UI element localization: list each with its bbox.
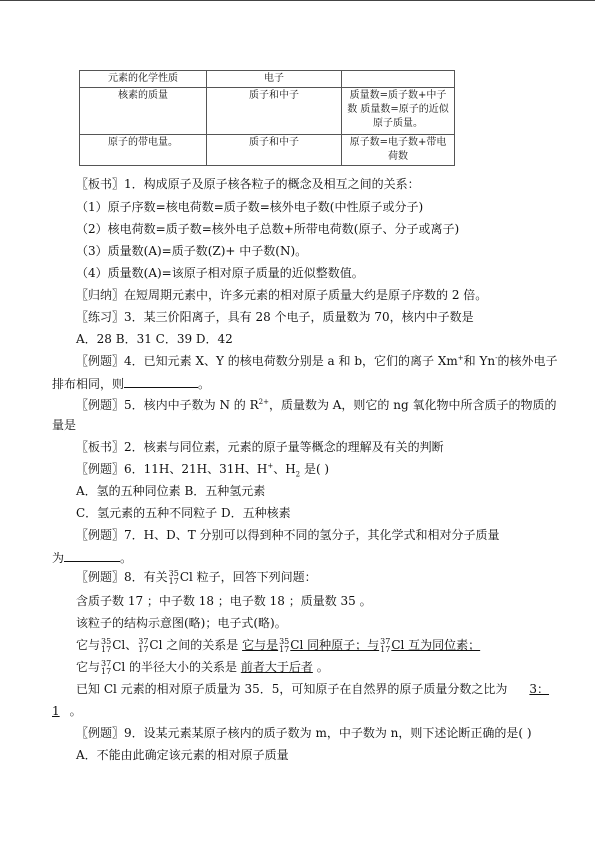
text-line: [52, 375, 210, 392]
text-line: [76, 659, 329, 676]
table-cell: 质子和中子: [207, 135, 342, 166]
text-run: 〖例题〗4．已知元素 X、Y 的核电荷数分别是 a 和 b，它们的离子 Xm: [76, 354, 458, 368]
text-line: （3）质量数(A)=质子数(Z)+ 中子数(N)。: [76, 244, 308, 258]
mass-number: 35: [101, 636, 112, 646]
table-cell: 原子数=电子数+带电荷数: [342, 135, 455, 166]
nuclide-symbol: [279, 638, 289, 654]
table-cell: 原子的带电量。: [80, 135, 207, 166]
formula-sub: 2: [295, 470, 301, 479]
atomic-number: 17: [279, 644, 290, 654]
atomic-number: 17: [101, 666, 112, 676]
text-line: [76, 681, 549, 697]
text-run: Cl 同种原子；与: [290, 638, 380, 652]
answer-underlined: 1: [52, 704, 60, 718]
text-line: 量是: [52, 418, 77, 432]
mass-number: 35: [279, 636, 290, 646]
atomic-number: 17: [168, 576, 179, 586]
text-line: [76, 637, 480, 654]
text-line: [76, 461, 329, 477]
text-line: 〖归纳〗在短周期元素中，许多元素的相对原子质量大约是原子序数的 2 倍。: [76, 288, 488, 302]
table-cell: 元素的化学性质: [80, 71, 207, 88]
nuclide-symbol: [101, 660, 111, 676]
table-cell: 电子: [207, 71, 342, 88]
text-run: Cl 的半径大小的关系是: [112, 660, 241, 674]
text-line: 含质子数 17 ；中子数 18 ；电子数 18 ；质量数 35 。: [76, 594, 372, 608]
mass-number: 37: [101, 658, 112, 668]
text-line: [52, 549, 132, 566]
charge-sup: +: [267, 462, 274, 470]
text-line: 〖板书〗2．核素与同位素，元素的原子量等概念的理解及有关的判断: [76, 440, 444, 454]
table-row: [80, 71, 455, 88]
nuclide-symbol: [380, 638, 390, 654]
mass-number: 37: [380, 636, 391, 646]
text-run: 。: [120, 551, 133, 565]
atomic-number: 17: [101, 644, 112, 654]
text-line: 〖例题〗9．设某元素某原子核内的质子数为 m，中子数为 n，则下述论断正确的是( ): [76, 726, 532, 740]
text-line: [52, 703, 82, 719]
text-run: Cl 互为同位素；: [391, 638, 481, 652]
text-run: ，质量数为 A，则它的 ng 氧化物中所含质子的物质的: [268, 398, 557, 412]
mass-number: 37: [138, 636, 149, 646]
text-run: Cl、: [112, 638, 138, 652]
atomic-number: 17: [138, 644, 149, 654]
charge-sup: +: [457, 354, 464, 362]
text-run: 。: [69, 704, 82, 718]
answer-underlined: 3：: [529, 682, 550, 696]
text-line: [76, 397, 556, 413]
answer-options: A．28 B．31 C．39 D．42: [76, 332, 233, 346]
text-run: 、H: [273, 462, 296, 476]
text-run: 为: [52, 551, 65, 565]
text-run: 它与: [76, 660, 101, 674]
text-run: 已知 Cl 元素的相对原子质量为 35．5，可知原子在自然界的原子质量分数之比为: [76, 682, 508, 696]
table-row: [80, 135, 455, 166]
answer-options: A．不能由此确定该元素的相对原子质量: [76, 748, 289, 762]
table-cell: 质子和中子: [207, 88, 342, 135]
charge-sup: -: [495, 354, 498, 362]
text-run: 的核外电子: [497, 354, 558, 368]
table-cell: 质量数=质子数+中子数 质量数=原子的近似原子质量。: [342, 88, 455, 135]
table-cell: 核素的质量: [80, 88, 207, 135]
table-cell: [342, 71, 455, 88]
text-line: 〖例题〗7．H、D、T 分别可以得到种不同的氢分子，其化学式和相对分子质量: [76, 528, 500, 542]
answer-blank: [124, 375, 198, 388]
nuclide-symbol: [101, 638, 111, 654]
text-run: 〖例题〗6．11H、21H、31H、H: [76, 462, 268, 476]
atomic-number: 17: [380, 644, 391, 654]
text-run: 和 Yn: [463, 354, 496, 368]
answer-options: A．氢的五种同位素 B．五种氢元素: [76, 484, 266, 498]
text-run: 它与是: [242, 638, 279, 652]
text-line: 〖板书〗1．构成原子及原子核各粒子的概念及相互之间的关系：: [76, 177, 420, 191]
table-row: [80, 88, 455, 135]
text-run: 〖例题〗5．核内中子数为 N 的 R: [76, 398, 259, 412]
text-line: 该粒子的结构示意图(略)；电子式(略)。: [76, 616, 287, 630]
text-line: （4）质量数(A)=该原子相对原子质量的近似整数值。: [76, 266, 364, 280]
text-run: 。: [312, 660, 329, 674]
nuclide-symbol: [138, 638, 148, 654]
answer-blank: [64, 549, 120, 562]
text-run: Cl 粒子，回答下列问题：: [179, 570, 317, 584]
page-top-rule: [0, 0, 595, 1]
text-run: 排布相同，则: [52, 377, 125, 391]
answer-underlined: 前者大于后者: [240, 660, 313, 674]
answer-underlined: [242, 638, 480, 652]
nuclide-symbol: [169, 570, 179, 586]
properties-table: [79, 70, 455, 166]
text-line: [76, 353, 557, 369]
text-run: 是( ): [300, 462, 330, 476]
answer-options: C．氢元素的五种不同粒子 D．五种核素: [76, 506, 291, 520]
text-line: 〖练习〗3．某三价阳离子，具有 28 个电子，质量数为 70，核内中子数是: [76, 310, 474, 324]
text-run: 。: [198, 377, 211, 391]
mass-number: 35: [168, 568, 179, 578]
text-run: Cl 之间的关系是: [149, 638, 243, 652]
text-line: （2）核电荷数=质子数=核外电子总数+所带电荷数(原子、分子或离子): [76, 222, 460, 236]
text-run: 它与: [76, 638, 101, 652]
text-line: （1）原子序数=核电荷数=质子数=核外电子数(中性原子或分子): [76, 200, 424, 214]
text-line: [76, 569, 317, 586]
text-run: 〖例题〗8．有关: [76, 570, 168, 584]
charge-sup: 2+: [258, 398, 269, 406]
